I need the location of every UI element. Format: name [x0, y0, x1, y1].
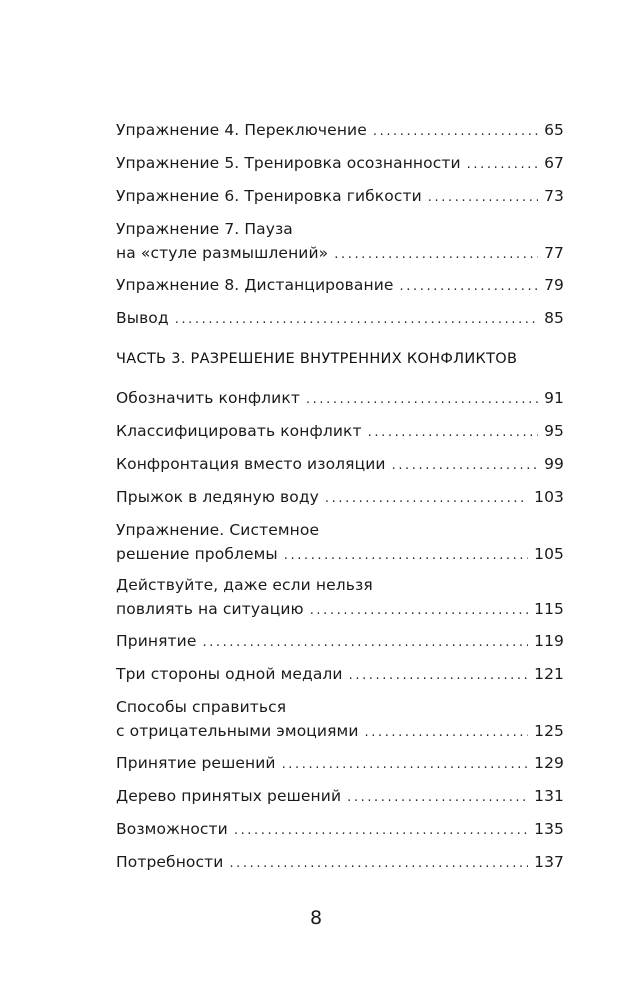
- toc-entry-title: Возможности: [116, 820, 228, 838]
- toc-leader-dots: [334, 245, 538, 265]
- toc-entry-page: 129: [534, 754, 564, 772]
- toc-entry-title-line1: Действуйте, даже если нельзя: [116, 576, 373, 594]
- toc-entry[interactable]: [116, 308, 564, 330]
- toc-entry-page: 79: [544, 276, 564, 294]
- toc-entry-page: 91: [544, 389, 564, 407]
- toc-entry-page: 121: [534, 665, 564, 683]
- toc-leader-dots: [202, 633, 528, 653]
- toc-entry-page: 119: [534, 632, 564, 650]
- toc-entry[interactable]: [116, 454, 564, 476]
- toc-entry-page: 131: [534, 787, 564, 805]
- toc-entry[interactable]: [116, 487, 564, 509]
- toc-entry-title: Дерево принятых решений: [116, 787, 342, 805]
- toc-entry[interactable]: [116, 520, 564, 566]
- toc-leader-dots: [234, 821, 528, 841]
- toc-entry[interactable]: [116, 819, 564, 841]
- toc-entry-title: решение проблемы: [116, 545, 278, 563]
- toc-entry-title: Упражнение 4. Переключение: [116, 121, 367, 139]
- toc-entry-page: 103: [534, 488, 564, 506]
- toc-entry[interactable]: [116, 753, 564, 775]
- toc-leader-dots: [400, 277, 539, 297]
- toc-entry-title: Принятие: [116, 632, 197, 650]
- toc-entry[interactable]: [116, 575, 564, 621]
- toc-entry-title: Вывод: [116, 309, 169, 327]
- toc-entry-title: Упражнение 5. Тренировка осознанности: [116, 154, 461, 172]
- toc-entry-title: Потребности: [116, 853, 224, 871]
- section-heading: ЧАСТЬ 3. РАЗРЕШЕНИЕ ВНУТРЕННИХ КОНФЛИКТОВ: [116, 351, 518, 367]
- toc-entry-page: 85: [544, 309, 564, 327]
- toc-entry-title: Упражнение 6. Тренировка гибкости: [116, 187, 422, 205]
- toc-leader-dots: [349, 666, 529, 686]
- toc-leader-dots: [229, 854, 528, 874]
- toc-entry[interactable]: [116, 120, 564, 142]
- toc-leader-dots: [392, 456, 538, 476]
- toc-entry-page: 77: [544, 244, 564, 262]
- toc-entry-page: 135: [534, 820, 564, 838]
- toc-leader-dots: [368, 423, 538, 443]
- toc-leader-dots: [347, 788, 528, 808]
- toc-entry-page: 125: [534, 722, 564, 740]
- toc-entry-title-line1: Упражнение 7. Пауза: [116, 220, 293, 238]
- toc-entry-title-line1: Способы справиться: [116, 698, 287, 716]
- toc-leader-dots: [306, 390, 538, 410]
- toc-entry[interactable]: [116, 275, 564, 297]
- toc-leader-dots: [428, 188, 538, 208]
- toc-leader-dots: [282, 755, 529, 775]
- toc-entry-page: 95: [544, 422, 564, 440]
- toc-leader-dots: [175, 310, 538, 330]
- toc-entry[interactable]: [116, 786, 564, 808]
- toc-entry-title: Упражнение 8. Дистанцирование: [116, 276, 394, 294]
- toc-leader-dots: [284, 546, 528, 566]
- toc-entry[interactable]: [116, 186, 564, 208]
- toc-entry[interactable]: [116, 388, 564, 410]
- toc-entry-title: с отрицательными эмоциями: [116, 722, 359, 740]
- toc-entry[interactable]: [116, 219, 564, 265]
- toc-entry-title: повлиять на ситуацию: [116, 600, 304, 618]
- toc-entry-page: 137: [534, 853, 564, 871]
- page-number: 8: [309, 907, 323, 929]
- toc-entry-title-line1: Упражнение. Системное: [116, 521, 320, 539]
- toc-entry-title: Прыжок в ледяную воду: [116, 488, 319, 506]
- toc-entry[interactable]: [116, 631, 564, 653]
- toc-entry[interactable]: [116, 697, 564, 743]
- toc-entry-page: 105: [534, 545, 564, 563]
- toc-entry[interactable]: [116, 664, 564, 686]
- toc-entry[interactable]: [116, 421, 564, 443]
- toc-entry[interactable]: [116, 852, 564, 874]
- toc-leader-dots: [467, 155, 538, 175]
- toc-entry-title: Конфронтация вместо изоляции: [116, 455, 386, 473]
- toc-entry[interactable]: [116, 153, 564, 175]
- toc-entry-page: 67: [544, 154, 564, 172]
- toc-entry-page: 115: [534, 600, 564, 618]
- table-of-contents: [116, 0, 564, 1000]
- toc-leader-dots: [310, 601, 528, 621]
- toc-entry-title: Принятие решений: [116, 754, 276, 772]
- toc-entry-title: Обозначить конфликт: [116, 389, 300, 407]
- toc-entry-page: 73: [544, 187, 564, 205]
- toc-leader-dots: [365, 723, 529, 743]
- toc-entry-title: на «стуле размышлений»: [116, 244, 329, 262]
- toc-entry-page: 65: [544, 121, 564, 139]
- toc-leader-dots: [373, 122, 538, 142]
- toc-leader-dots: [325, 489, 528, 509]
- toc-entry-title: Классифицировать конфликт: [116, 422, 362, 440]
- toc-entry-page: 99: [544, 455, 564, 473]
- toc-entry-title: Три стороны одной медали: [116, 665, 343, 683]
